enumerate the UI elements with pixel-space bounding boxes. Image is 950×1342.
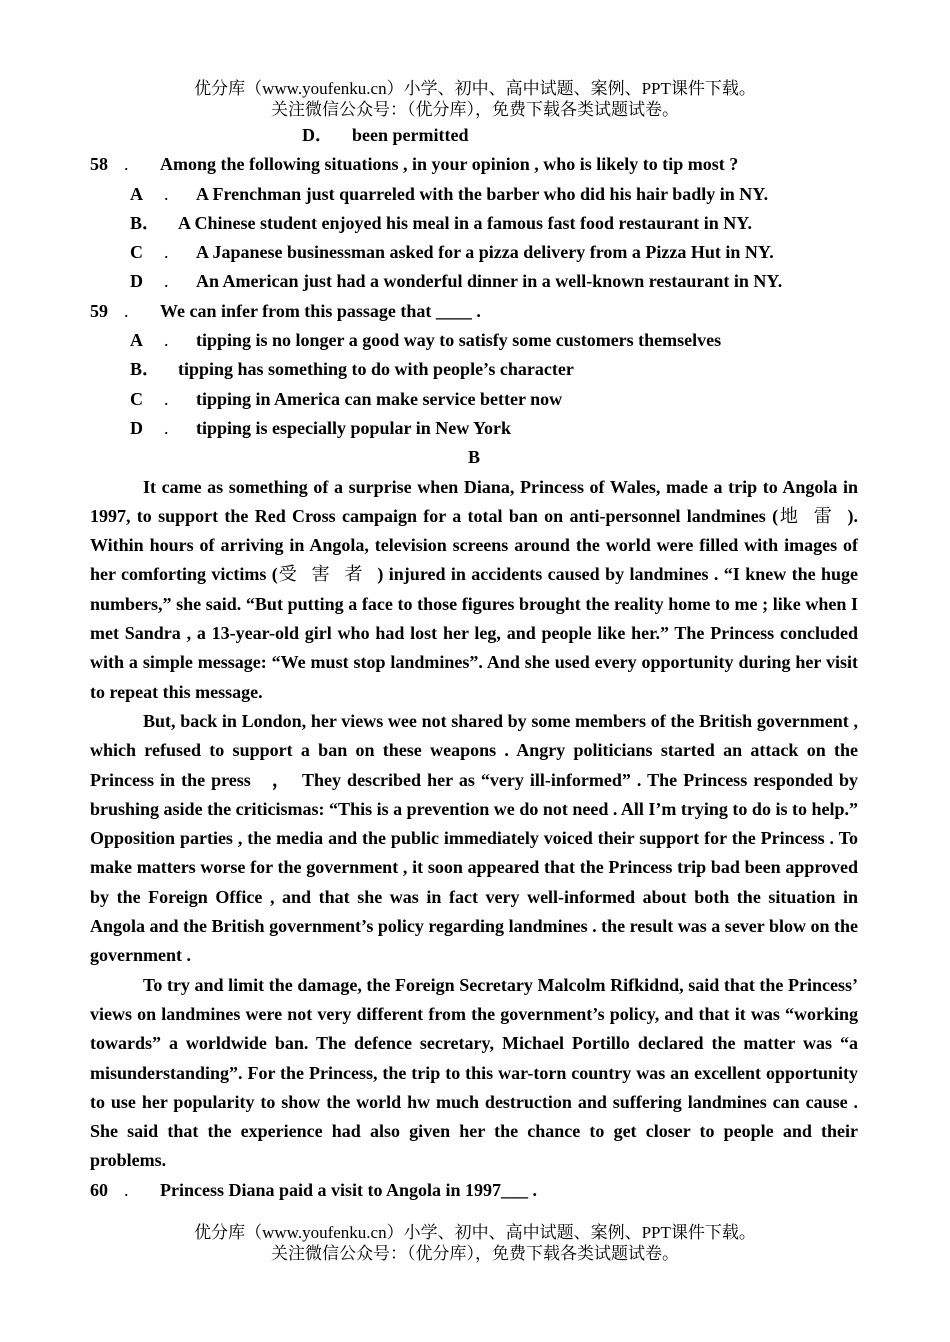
page-header: [0, 78, 950, 120]
option-letter: A: [130, 183, 143, 204]
question-number: 60: [90, 1179, 108, 1200]
header-line-2: 关注微信公众号：（优分库），免费下载各类试题试卷。: [271, 100, 679, 119]
option-text: been permitted: [352, 125, 469, 145]
option-text: tipping in America can make service better now: [196, 388, 563, 409]
question-58: [90, 150, 858, 179]
question-stem: We can infer from this passage that ____ .: [160, 300, 481, 321]
passage-text: It came as something of a surprise when Diana, Princess of Wales, made a trip to Angola in 1997, to support the Red Cross campaign for a total ban on anti-personnel landmines (: [90, 476, 858, 526]
page-footer: [0, 1222, 950, 1264]
footer-line-1: 优分库（www.youfenku.cn）小学、初中、高中试题、案例、PPT课件下载。: [194, 1223, 756, 1242]
q58-option-a: [90, 180, 858, 209]
q58-option-c: [90, 238, 858, 267]
passage-paragraph-1: [90, 473, 858, 707]
option-letter: D．: [302, 125, 333, 145]
passage-text: ) injured in accidents caused by landmines . “I knew the huge numbers,” she said. “But putting a face to those figures brought the reality home to me ; like when I met Sandra , a 13-year-old girl who had lost her leg, and people like her.” The Princess concluded with a simple message: “We must stop landmines”. And she used every opportunity during her visit to repeat this message.: [90, 564, 859, 702]
q59-option-c: [90, 385, 858, 414]
section-heading: B: [467, 447, 480, 468]
q59-option-a: [90, 326, 858, 355]
option-dot: .: [164, 242, 169, 263]
header-line-1: 优分库（www.youfenku.cn）小学、初中、高中试题、案例、PPT课件下载。: [194, 79, 756, 98]
option-letter: D: [130, 271, 143, 292]
question-number: 59: [90, 300, 108, 321]
q58-option-d: [90, 267, 858, 296]
question-59: [90, 297, 858, 326]
document-body: [90, 121, 858, 1205]
option-dot: .: [164, 417, 169, 438]
option-dot: .: [164, 271, 169, 292]
option-dot: .: [164, 388, 169, 409]
option-letter: D: [130, 417, 143, 438]
option-text: A Chinese student enjoyed his meal in a famous fast food restaurant in NY.: [178, 212, 753, 233]
passage-text: ). Within hours of arriving in Angola, television screens around the world were filled with images of her comforting victims (: [90, 505, 859, 585]
option-dot: .: [164, 183, 169, 204]
question-dot: .: [124, 154, 129, 175]
question-number: 58: [90, 154, 108, 175]
option-letter: C: [130, 242, 143, 263]
option-letter: C: [130, 388, 143, 409]
passage-paragraph-2: But, back in London, her views wee not shared by some members of the British government , which refused to support a ban on these weapons . Angry politicians started an attack on the Princess in the press ， They described her as “very ill-informed” . The Princess responded by brushing aside the criticismas: “This is a prevention we do not need . All I’m trying to do is to help.” Opposition parties , the media and the public immediately voiced their support for the Princess . To make matters worse for the government , it soon appeared that the Princess trip bad been approved by the Foreign Office , and that she was in fact very well-informed about both the situation in Angola and the British government’s policy regarding landmines . the result was a sever blow on the government .: [90, 710, 858, 966]
option-text: An American just had a wonderful dinner in a well-known restaurant in NY.: [196, 271, 783, 292]
option-text: tipping has something to do with people’s character: [178, 359, 574, 380]
option-letter: B．: [130, 212, 161, 233]
footer-line-2: 关注微信公众号：（优分库），免费下载各类试题试卷。: [271, 1244, 679, 1263]
question-60: [90, 1176, 858, 1205]
question-dot: .: [124, 300, 129, 321]
option-text: A Frenchman just quarreled with the barber who did his hair badly in NY.: [196, 183, 769, 204]
passage-paragraph-3: To try and limit the damage, the Foreign Secretary Malcolm Rifkidnd, said that the Princess’ views on landmines were not very different from the government’s policy, and that it was “working towards” a worldwide ban. The defence secretary, Michael Portillo declared the matter was “a misunderstanding”. For the Princess, the trip to this war-torn country was an excellent opportunity to use her popularity to show the world hw much destruction and suffering landmines can cause . She said that the experience had also given her the chance to get closer to people and their problems.: [90, 974, 858, 1171]
option-letter: B．: [130, 359, 161, 380]
question-dot: .: [124, 1179, 129, 1200]
option-letter: A: [130, 330, 143, 351]
option-text: tipping is no longer a good way to satisfy some customers themselves: [196, 330, 722, 351]
option-text: A Japanese businessman asked for a pizza delivery from a Pizza Hut in NY.: [196, 242, 774, 263]
option-dot: .: [164, 330, 169, 351]
chinese-gloss-landmine: 地雷: [778, 505, 848, 526]
option-text: tipping is especially popular in New York: [196, 417, 512, 438]
q59-option-b: [90, 355, 858, 384]
q57-option-d: [90, 121, 858, 150]
question-stem: Among the following situations , in your opinion , who is likely to tip most ?: [160, 154, 739, 175]
chinese-gloss-victim: 受害者: [277, 564, 378, 585]
question-stem: Princess Diana paid a visit to Angola in 1997___ .: [160, 1179, 538, 1200]
q59-option-d: [90, 414, 858, 443]
q58-option-b: [90, 209, 858, 238]
